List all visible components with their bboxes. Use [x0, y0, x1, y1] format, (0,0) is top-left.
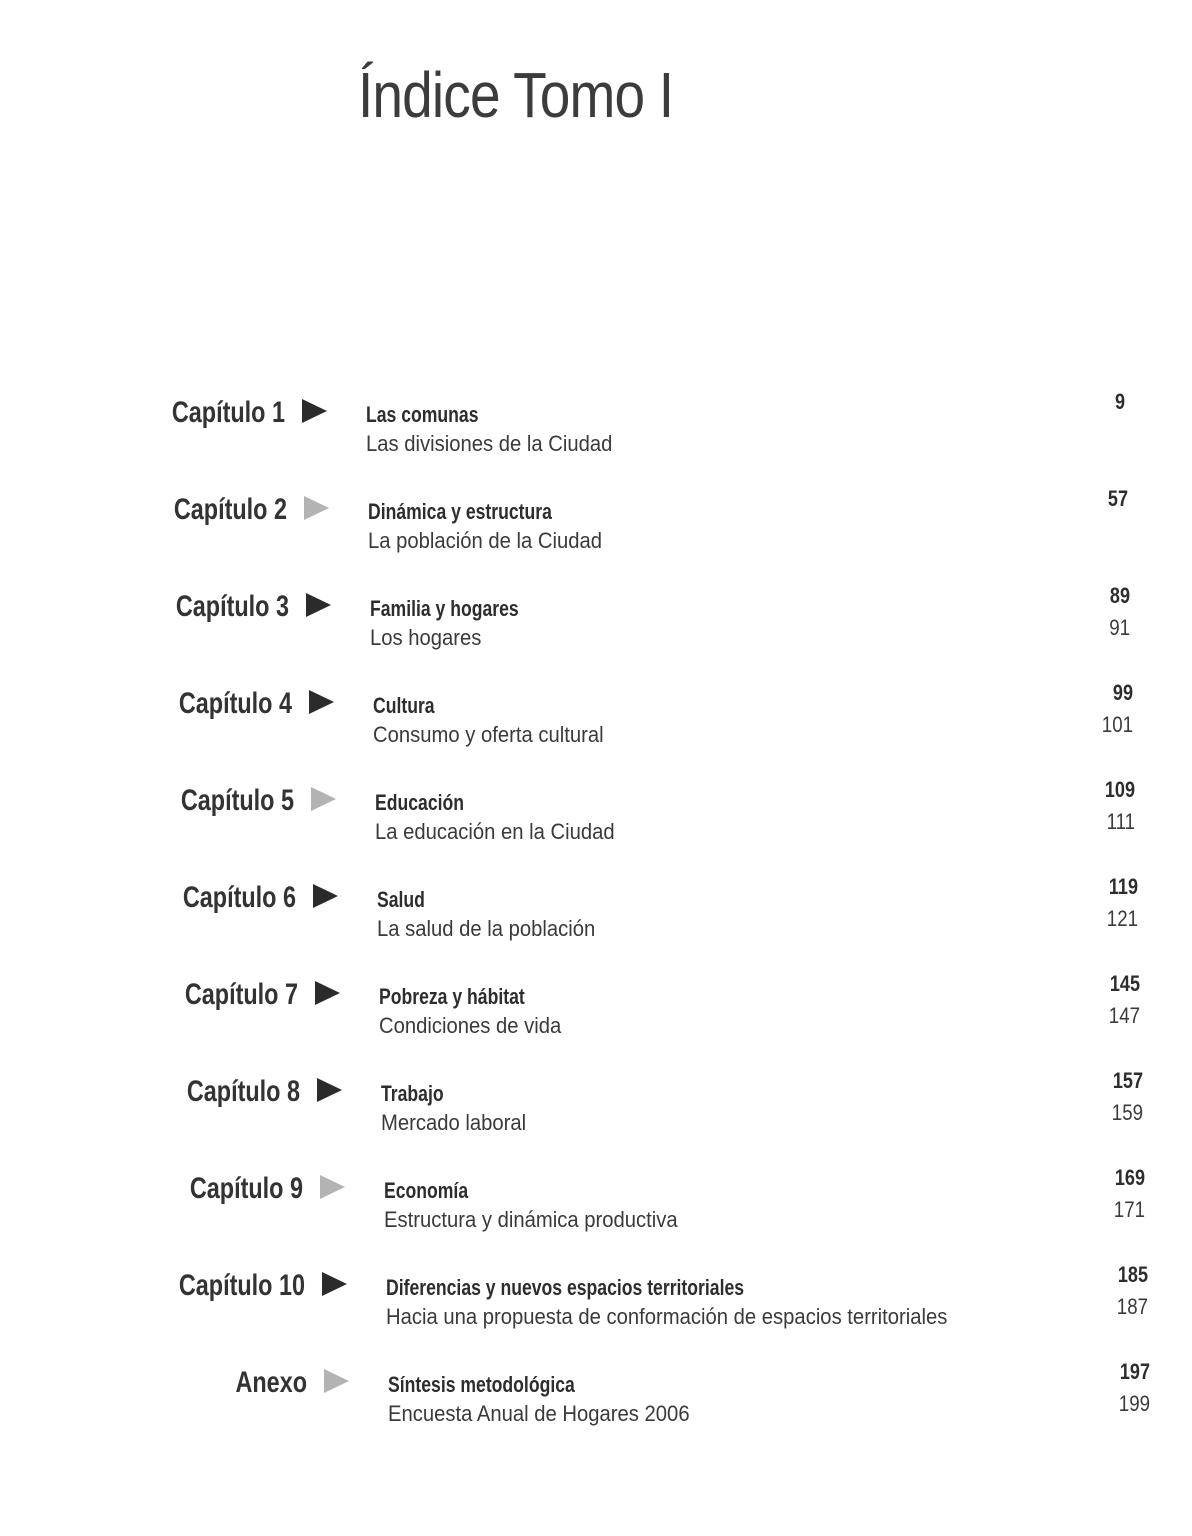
page-number-subtitle: 171	[1113, 1197, 1145, 1222]
toc-entry	[0, 1065, 1192, 1155]
page-title: Índice Tomo I	[358, 59, 674, 131]
section-subtitle: Condiciones de vida	[379, 1013, 562, 1038]
toc-entry	[0, 1356, 1192, 1446]
page-numbers	[1065, 774, 1135, 838]
section-subtitle: Estructura y dinámica productiva	[384, 1207, 678, 1232]
chapter-label: Capítulo 4	[178, 687, 292, 720]
page-number-subject: 119	[1108, 874, 1138, 899]
page-number-subject: 157	[1112, 1068, 1143, 1093]
arrow-dark-icon	[313, 980, 341, 1006]
page-number-subject: 185	[1117, 1262, 1148, 1287]
chapter-label: Capítulo 6	[182, 881, 296, 914]
arrow-dark-icon	[304, 592, 332, 618]
page-number-subtitle: 91	[1109, 615, 1130, 640]
page-number-subject: 57	[1107, 486, 1128, 511]
page-numbers	[1073, 1065, 1143, 1129]
chapter-label: Capítulo 2	[173, 493, 287, 526]
page-number-subject: 197	[1119, 1359, 1150, 1384]
toc-entry	[0, 580, 1192, 670]
section-subject: Educación	[375, 790, 464, 815]
section-subtitle: Hacia una propuesta de conformación de espacios territoriales	[386, 1304, 948, 1329]
chapter-label: Capítulo 5	[180, 784, 294, 817]
section-subtitle: La población de la Ciudad	[368, 528, 603, 553]
chapter-label: Capítulo 10	[178, 1269, 305, 1302]
page-number-subject: 145	[1109, 971, 1140, 996]
section-subject: Diferencias y nuevos espacios territoriales	[386, 1275, 745, 1300]
chapter-label: Capítulo 8	[186, 1075, 300, 1108]
arrow-dark-icon	[307, 689, 335, 715]
chapter-label: Capítulo 7	[184, 978, 298, 1011]
toc-entry	[0, 1162, 1192, 1252]
chapter-label: Capítulo 1	[171, 396, 285, 429]
section-subtitle: Consumo y oferta cultural	[373, 722, 604, 747]
arrow-dark-icon	[311, 883, 339, 909]
section-subtitle: La educación en la Ciudad	[375, 819, 615, 844]
toc-entry	[0, 386, 1192, 476]
section-subject: Trabajo	[381, 1081, 444, 1106]
chapter-label: Capítulo 3	[175, 590, 289, 623]
section-subtitle: Los hogares	[370, 625, 482, 650]
arrow-dark-icon	[320, 1271, 348, 1297]
section-subject: Las comunas	[366, 402, 479, 427]
page-number-subtitle: 199	[1118, 1391, 1150, 1416]
page-numbers	[1060, 580, 1130, 644]
section-subtitle: Las divisiones de la Ciudad	[366, 431, 613, 456]
toc-entry	[0, 483, 1192, 573]
toc-entry	[0, 871, 1192, 961]
page-numbers	[1075, 1162, 1145, 1226]
page-number-subtitle: 101	[1101, 712, 1133, 737]
toc-entry	[0, 774, 1192, 864]
page-number-subject: 9	[1114, 389, 1125, 414]
page-numbers	[1078, 1259, 1148, 1323]
page-number-subtitle: 111	[1106, 809, 1135, 834]
section-subject: Economía	[384, 1178, 469, 1203]
arrow-light-icon	[302, 495, 330, 521]
arrow-dark-icon	[315, 1077, 343, 1103]
section-subtitle: La salud de la población	[377, 916, 596, 941]
arrow-light-icon	[318, 1174, 346, 1200]
toc-entry	[0, 677, 1192, 767]
arrow-light-icon	[322, 1368, 350, 1394]
section-subtitle: Encuesta Anual de Hogares 2006	[388, 1401, 690, 1426]
page-numbers	[1068, 871, 1138, 935]
chapter-label: Capítulo 9	[189, 1172, 303, 1205]
page-number-subtitle: 121	[1106, 906, 1138, 931]
page-numbers	[1080, 1356, 1150, 1420]
page-number-subject: 89	[1109, 583, 1130, 608]
page-numbers	[1070, 968, 1140, 1032]
section-subject: Pobreza y hábitat	[379, 984, 525, 1009]
toc-entry	[0, 1259, 1192, 1349]
arrow-light-icon	[309, 786, 337, 812]
page-number-subject: 99	[1112, 680, 1133, 705]
page-numbers	[1058, 483, 1128, 515]
section-subject: Salud	[377, 887, 425, 912]
chapter-label: Anexo	[235, 1366, 307, 1399]
section-subject: Síntesis metodológica	[388, 1372, 575, 1397]
page-numbers	[1063, 677, 1133, 741]
section-subtitle: Mercado laboral	[381, 1110, 527, 1135]
page-number-subtitle: 159	[1111, 1100, 1143, 1125]
section-subject: Dinámica y estructura	[368, 499, 552, 524]
arrow-dark-icon	[300, 398, 328, 424]
page-numbers	[1055, 386, 1125, 418]
toc-entry	[0, 968, 1192, 1058]
page-number-subject: 109	[1104, 777, 1135, 802]
section-subject: Familia y hogares	[370, 596, 519, 621]
page-number-subtitle: 147	[1108, 1003, 1140, 1028]
section-subject: Cultura	[373, 693, 435, 718]
page-number-subtitle: 187	[1116, 1294, 1148, 1319]
page-number-subject: 169	[1114, 1165, 1145, 1190]
